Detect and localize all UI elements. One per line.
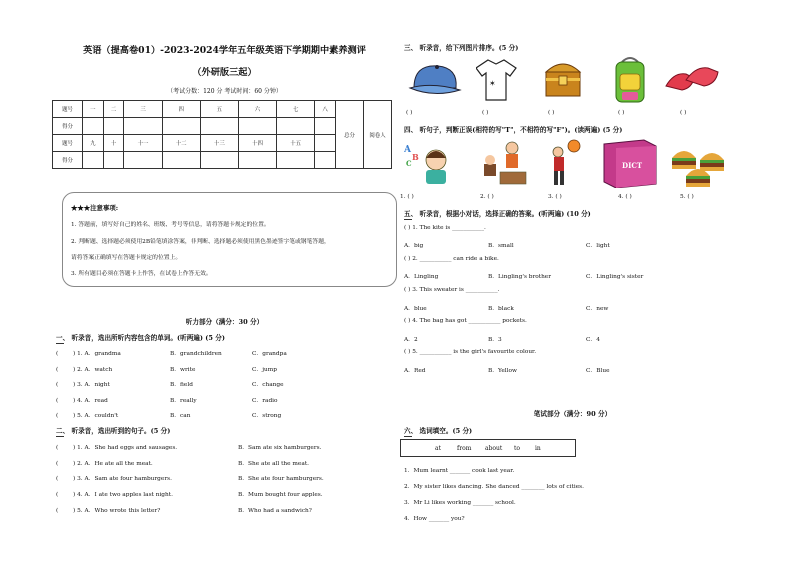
question-row: ( ) 4. A．I ate two apples last night. bbox=[56, 492, 173, 498]
option-c: C．jump bbox=[252, 367, 277, 373]
answer-blank[interactable]: 3. ( ) bbox=[548, 194, 562, 200]
question-row: ( ) 1. The kite is ___________. bbox=[404, 225, 486, 231]
answer-blank[interactable]: ( ) bbox=[618, 110, 625, 116]
question-row: ( ) 5. ___________ is the girl's favourite colour. bbox=[404, 349, 537, 355]
option-a: A．big bbox=[404, 243, 424, 249]
answer-blank[interactable]: ( ) bbox=[406, 110, 413, 116]
question-row: ( ) 3. This sweater is ___________. bbox=[404, 287, 500, 293]
question-row: ( ) 3. A．night bbox=[56, 382, 110, 388]
option-b: B．3 bbox=[488, 337, 502, 343]
answer-blank[interactable]: 1. ( ) bbox=[400, 194, 414, 200]
answer-blank[interactable]: 4. ( ) bbox=[618, 194, 632, 200]
option-c: C．grandpa bbox=[252, 351, 287, 357]
svg-text:C: C bbox=[406, 159, 412, 168]
exam-info: （考试分数：120 分 考试时间：60 分钟） bbox=[167, 88, 282, 95]
section-2-title: 二、 听录音，选出听到的句子。(5 分) bbox=[56, 427, 171, 435]
table-cell: 十 bbox=[103, 135, 124, 152]
answer-blank[interactable]: ( ) bbox=[548, 110, 555, 116]
option-b: B．Yellow bbox=[488, 368, 517, 374]
notes-heading: ★★★注意事项: bbox=[71, 204, 119, 212]
fill-question: 1．Mum learnt _______ cook last year. bbox=[404, 468, 515, 474]
svg-text:DICT: DICT bbox=[622, 161, 643, 170]
option-a: A．Lingling bbox=[404, 274, 439, 280]
answer-blank[interactable]: 2. ( ) bbox=[480, 194, 494, 200]
hamburgers-icon bbox=[670, 144, 726, 188]
table-cell: 五 bbox=[200, 101, 238, 118]
written-heading: 笔试部分（满分：90 分） bbox=[533, 410, 612, 418]
option-b: B．grandchildren bbox=[170, 351, 222, 357]
word-option: at bbox=[435, 445, 441, 452]
fill-question: 2．My sister likes dancing. She danced ________ lots of cities. bbox=[404, 484, 584, 490]
question-row: ( ) 2. A．He ate all the meat. bbox=[56, 461, 153, 467]
fill-question: 3．Mr Li likes working _______ school. bbox=[404, 500, 516, 506]
exam-subtitle: （外研版三起） bbox=[192, 67, 257, 78]
chest-icon bbox=[543, 56, 583, 100]
word-option: from bbox=[457, 445, 472, 452]
option-c: C．Lingling's sister bbox=[586, 274, 644, 280]
option-b: B．really bbox=[170, 398, 197, 404]
dictionary-icon bbox=[600, 138, 660, 188]
option-c: C．new bbox=[586, 306, 609, 312]
option-a: A．2 bbox=[404, 337, 418, 343]
option-b: B．Who had a sandwich? bbox=[238, 508, 312, 514]
answer-blank[interactable]: ( ) bbox=[482, 110, 489, 116]
listening-heading: 听力部分（满分：30 分） bbox=[185, 318, 264, 326]
exam-title: 英语（提高卷01）-2023-2024学年五年级英语下学期期中素养测评 bbox=[83, 45, 366, 56]
table-cell: 四 bbox=[162, 101, 200, 118]
question-row: ( ) 1. A．grandma bbox=[56, 351, 121, 357]
note-item: 请将答案正确填写在答题卡规定的位置上。 bbox=[71, 255, 182, 261]
table-cell: 题号 bbox=[53, 135, 83, 152]
option-b: B．Mum bought four apples. bbox=[238, 492, 323, 498]
option-b: B．Lingling's brother bbox=[488, 274, 552, 280]
cap-icon bbox=[404, 58, 462, 102]
boy-sitting-icon bbox=[478, 138, 530, 188]
shoes-icon bbox=[664, 62, 720, 98]
option-b: B．field bbox=[170, 382, 193, 388]
tshirt-icon bbox=[476, 56, 518, 102]
word-option: in bbox=[535, 445, 541, 452]
notes-box bbox=[62, 192, 397, 287]
table-cell: 十四 bbox=[238, 135, 276, 152]
question-row: ( ) 2. ___________ can ride a bike. bbox=[404, 256, 499, 262]
note-item: 1. 答题前，填写好自己的姓名、班级、考号等信息，请将答题卡规定的位置。 bbox=[71, 222, 270, 228]
table-cell: 得分 bbox=[53, 152, 83, 169]
svg-text:✶: ✶ bbox=[489, 79, 496, 88]
answer-blank[interactable]: ( ) bbox=[680, 110, 687, 116]
score-table bbox=[52, 100, 392, 169]
table-cell: 八 bbox=[315, 101, 336, 118]
table-cell: 六 bbox=[238, 101, 276, 118]
svg-text:B: B bbox=[412, 152, 419, 162]
option-c: C．radio bbox=[252, 398, 278, 404]
question-row: ( ) 3. A．Sam ate four hamburgers. bbox=[56, 476, 172, 482]
basketball-player-icon bbox=[546, 138, 582, 188]
option-c: C．strong bbox=[252, 413, 282, 419]
table-cell: 二 bbox=[103, 101, 124, 118]
option-b: B．small bbox=[488, 243, 514, 249]
section-3-title: 三、 听录音，给下列图片排序。(5 分) bbox=[404, 44, 519, 52]
table-cell: 十三 bbox=[200, 135, 238, 152]
grader-cell: 阅卷人 bbox=[364, 101, 392, 169]
svg-text:A: A bbox=[404, 145, 411, 155]
table-cell: 十一 bbox=[124, 135, 162, 152]
fill-question: 4．How _______ you? bbox=[404, 516, 465, 522]
table-cell: 七 bbox=[277, 101, 315, 118]
option-c: C．light bbox=[586, 243, 610, 249]
note-item: 3. 所有题目必须在答题卡上作答，在试卷上作答无效。 bbox=[71, 271, 212, 277]
section-1-title: 一、 听录音，选出所听内容包含的单词。(听两遍) (5 分) bbox=[56, 334, 226, 342]
word-bank bbox=[400, 439, 576, 457]
option-c: C．Blue bbox=[586, 368, 610, 374]
question-row: ( ) 5. A．Who wrote this letter? bbox=[56, 508, 161, 514]
option-b: B．She ate all the meat. bbox=[238, 461, 309, 467]
section-4-title: 四、 听句子，判断正误(相符的写"T"，不相符的写"F")。(读两遍) (5 分) bbox=[404, 126, 623, 134]
option-b: B．can bbox=[170, 413, 191, 419]
option-b: B．She ate four hamburgers. bbox=[238, 476, 324, 482]
note-item: 2. 判断题、选择题必须使用2B铅笔填涂答案，非判断、选择题必须使用黑色墨迹签字笔或钢笔答题， bbox=[71, 239, 330, 245]
option-c: C．4 bbox=[586, 337, 600, 343]
section-6-title: 六、 选词填空。(5 分) bbox=[404, 427, 473, 435]
answer-blank[interactable]: 5. ( ) bbox=[680, 194, 694, 200]
question-row: ( ) 5. A．couldn't bbox=[56, 413, 119, 419]
option-b: B．black bbox=[488, 306, 514, 312]
word-option: to bbox=[514, 445, 521, 452]
table-cell: 题号 bbox=[53, 101, 83, 118]
table-cell: 三 bbox=[124, 101, 162, 118]
option-b: B．Sam ate six hamburgers. bbox=[238, 445, 322, 451]
table-cell: 十五 bbox=[277, 135, 315, 152]
table-cell: 得分 bbox=[53, 118, 83, 135]
backpack-icon bbox=[610, 54, 650, 104]
table-cell: 一 bbox=[83, 101, 104, 118]
total-cell: 总分 bbox=[336, 101, 364, 169]
word-option: about bbox=[485, 445, 503, 452]
question-row: ( ) 4. A．read bbox=[56, 398, 108, 404]
option-b: B．write bbox=[170, 367, 196, 373]
section-5-title: 五、 听录音，根据小对话，选择正确的答案。(听两遍) (10 分) bbox=[404, 210, 591, 218]
option-a: A．Red bbox=[404, 368, 426, 374]
question-row: ( ) 1. A．She had eggs and sausages. bbox=[56, 445, 178, 451]
option-c: C．change bbox=[252, 382, 284, 388]
question-row: ( ) 2. A．watch bbox=[56, 367, 113, 373]
girl-reading-icon bbox=[404, 140, 454, 186]
table-cell: 九 bbox=[83, 135, 104, 152]
table-cell: 十二 bbox=[162, 135, 200, 152]
question-row: ( ) 4. The bag has got ___________ pockets. bbox=[404, 318, 527, 324]
option-a: A．blue bbox=[404, 306, 427, 312]
